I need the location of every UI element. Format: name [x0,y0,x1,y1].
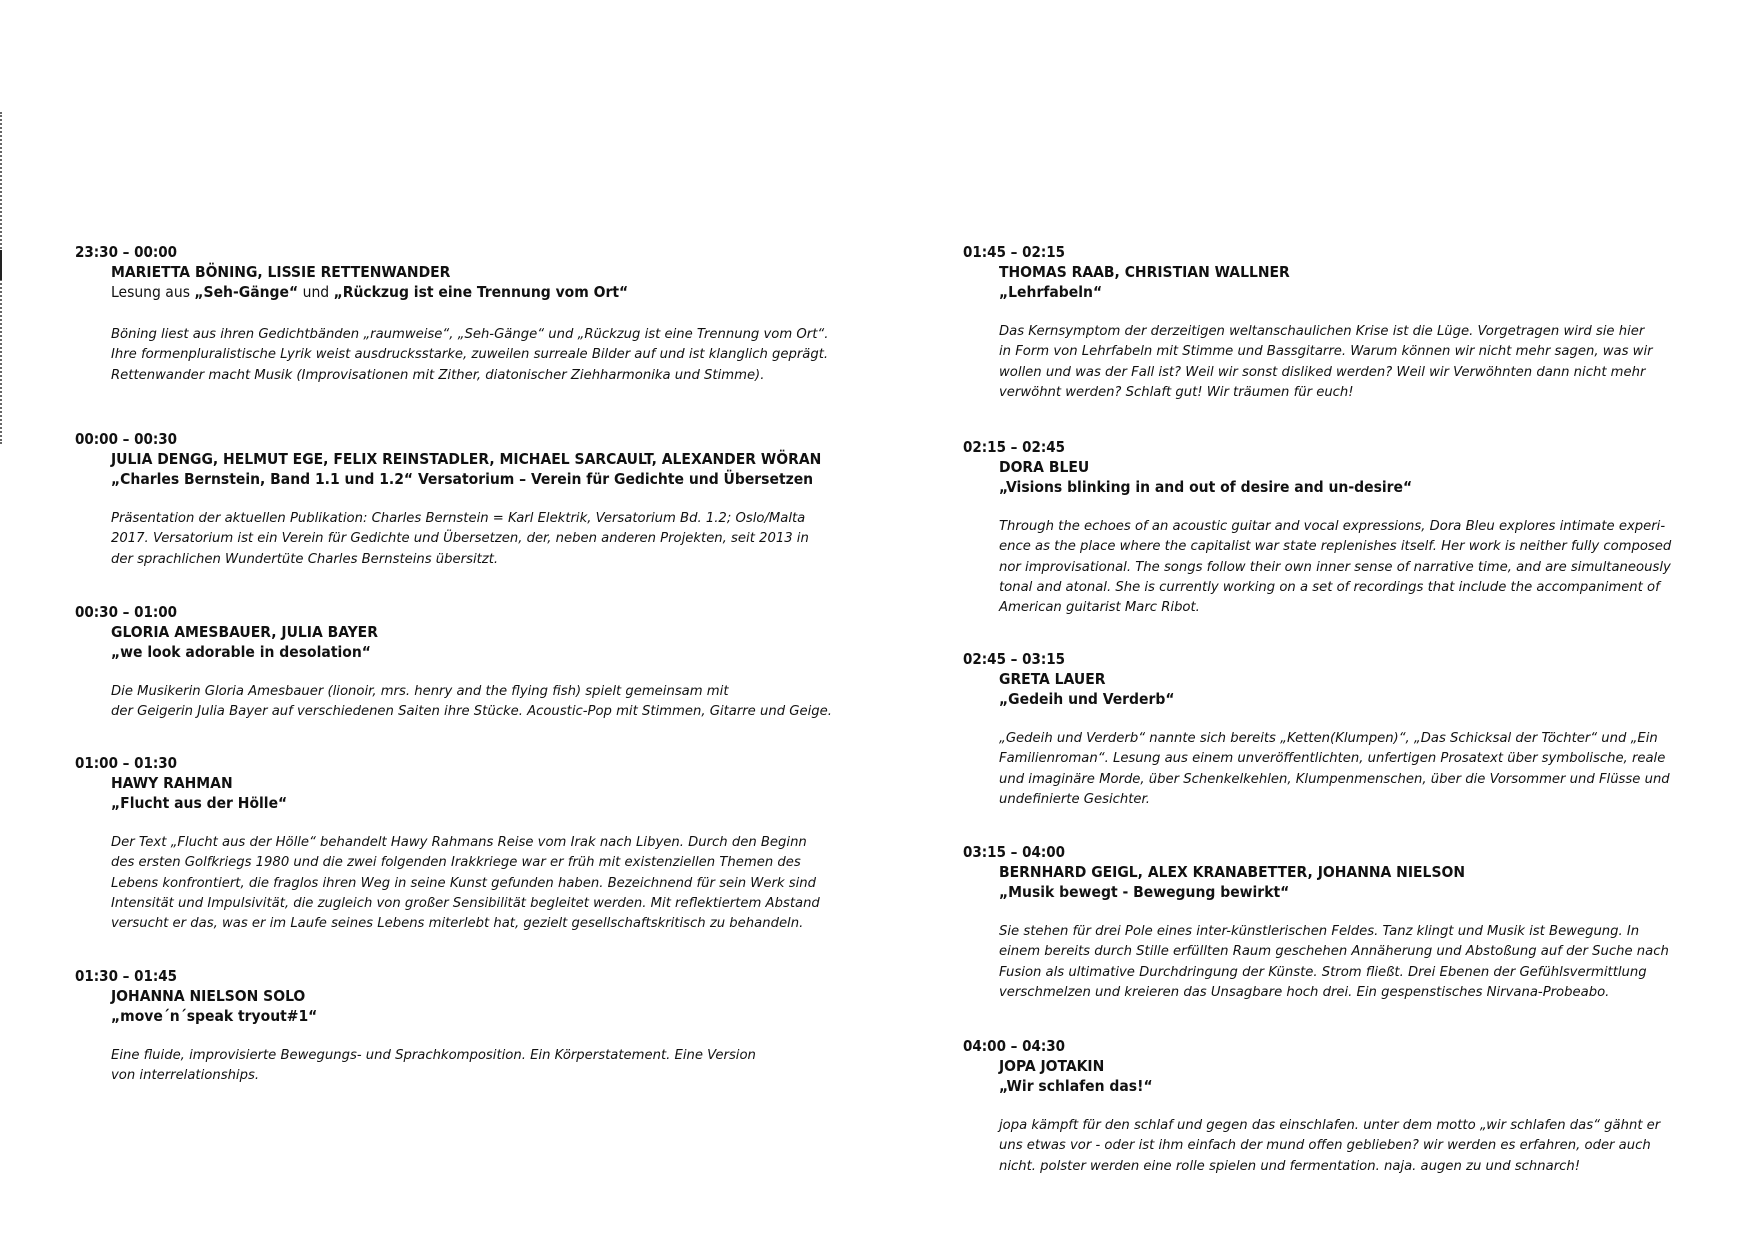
program-entry [75,429,821,570]
description-line: Die Musikerin Gloria Amesbauer (lionoir, mrs. henry and the flying fish) spielt gemeinsam mit [111,684,729,699]
time-slot: 01:00 – 01:30 [75,754,178,772]
performer-names: GLORIA AMESBAUER, JULIA BAYER [111,623,378,641]
time-slot: 01:30 – 01:45 [75,967,178,985]
time-slot: 02:45 – 03:15 [963,650,1066,668]
description-line: undefinierte Gesichter. [999,791,1150,807]
description-line: Through the echoes of an acoustic guitar and vocal expressions, Dora Bleu explores intimate experi- [999,519,1666,534]
description-line: Eine fluide, improvisierte Bewegungs- und Sprachkomposition. Ein Körperstatement. Eine Version [111,1048,756,1063]
description [111,1046,756,1087]
time-slot: 02:15 – 02:45 [963,438,1066,456]
performance-title [111,282,828,303]
description-line: Familienroman“. Lesung aus einem unveröffentlichten, unfertigen Prosatext über symbolische, reale [999,751,1666,767]
description-line: Rettenwander macht Musik (Improvisationen mit Zither, diatonischer Ziehharmonika und Stimme). [111,367,765,383]
description-line: uns etwas vor - oder ist ihm einfach der mund offen geblieben? wir werden es erfahren, oder auch [999,1138,1651,1154]
description [111,325,828,386]
performer-names: HAWY RAHMAN [111,774,233,792]
entry-body [999,262,1653,403]
description-line: in Form von Lehrfabeln mit Stimme und Bassgitarre. Warum können wir nicht mehr sagen, was wir [999,344,1653,360]
description-line: American guitarist Marc Ribot. [999,600,1200,616]
description [111,682,832,723]
description-line: jopa kämpft für den schlaf und gegen das einschlafen. unter dem motto „wir schlafen das“ gähnt er [999,1118,1661,1133]
description-line: tonal and atonal. She is currently working on a set of recordings that include the accompaniment of [999,579,1660,595]
performer-names: DORA BLEU [999,458,1090,476]
description-line: „Gedeih und Verderb“ nannte sich bereits „Ketten(Klumpen)“, „Das Schicksal der Töchter“ und „Ein [999,731,1658,746]
description [999,322,1653,403]
time-slot: 00:00 – 00:30 [75,430,178,448]
program-entry [963,242,1653,403]
program-entry [963,1036,1660,1177]
description-line: nicht. polster werden eine rolle spielen und fermentation. naja. augen zu und schnarch! [999,1158,1581,1174]
description-line: verschmelzen und kreieren das Unsagbare hoch drei. Ein gespenstisches Nirvana-Probeabo. [999,984,1610,1000]
description-line: Böning liest aus ihren Gedichtbänden „raumweise“, „Seh-Gänge“ und „Rückzug ist eine Trennung vom Ort“. [111,327,829,342]
performer-names: THOMAS RAAB, CHRISTIAN WALLNER [999,263,1290,281]
performance-title: „move´n´speak tryout#1“ [111,1007,318,1025]
program-entry [75,242,828,386]
entry-body [999,1056,1660,1177]
description-line: ence as the place where the capitalist war state replenishes itself. Her work is neither fully composed [999,539,1672,555]
entry-body [111,773,820,934]
title-prefix: Lesung aus [111,283,195,301]
performance-title: „Flucht aus der Hölle“ [111,794,288,812]
description-line: Sie stehen für drei Pole eines inter-künstlerischen Feldes. Tanz klingt und Musik ist Bewegung. In [999,924,1640,939]
description-line: verwöhnt werden? Schlaft gut! Wir träumen für euch! [999,384,1354,400]
entry-body [999,862,1669,1003]
program-entry [963,649,1670,810]
title-part-1: „Seh-Gänge“ [194,283,299,301]
description-line: Fusion als ultimative Durchdringung der Künste. Strom fließt. Drei Ebenen der Gefühlsvermittlung [999,964,1647,980]
performer-names: JOPA JOTAKIN [999,1057,1105,1075]
program-entry [75,602,832,723]
title-part-2: „Rückzug ist eine Trennung vom Ort“ [333,283,629,301]
description-line: der Geigerin Julia Bayer auf verschiedenen Saiten ihre Stücke. Acoustic-Pop mit Stimmen, Gitarre und Geige. [111,704,832,720]
program-entry [963,437,1671,618]
program-entry [75,966,756,1087]
description-line: Intensität und Impulsivität, die zugleich von großer Sensibilität begleitet werden. Mit reflektiertem Abstand [111,895,820,911]
performance-title: „Gedeih und Verderb“ [999,690,1175,708]
description-line: wollen und was der Fall ist? Weil wir sonst disliked werden? Weil wir Verwöhnten dann nicht mehr [999,364,1646,380]
performer-names: BERNHARD GEIGL, ALEX KRANABETTER, JOHANNA NIELSON [999,863,1466,881]
time-slot: 04:00 – 04:30 [963,1037,1066,1055]
description-line: einem bereits durch Stille erfüllten Raum geschehen Annäherung und Abstoßung auf der Suche nach [999,944,1669,960]
performance-title: „we look adorable in desolation“ [111,643,371,661]
entry-body [111,449,821,570]
title-connector: und [298,283,334,301]
description-line: und imaginäre Morde, über Schenkelkehlen, Klumpenmenschen, über die Vorsommer und Flüsse und [999,771,1670,787]
entry-body [999,669,1670,810]
description-line: Präsentation der aktuellen Publikation: Charles Bernstein = Karl Elektrik, Versatorium Bd. 1.2; Oslo/Malta [111,511,806,526]
description [999,1116,1660,1177]
entry-body [999,457,1671,618]
description [999,729,1670,810]
description-line: der sprachlichen Wundertüte Charles Bernsteins übersitzt. [111,551,499,567]
time-slot: 23:30 – 00:00 [75,243,178,261]
description-line: Lebens konfrontiert, die fraglos ihren Weg in seine Kunst gefunden haben. Bezeichnend für sein Werk sind [111,875,816,891]
description [999,517,1671,618]
description-line: 2017. Versatorium ist ein Verein für Gedichte und Übersetzen, der, neben anderen Projekten, seit 2013 in [111,531,809,547]
performance-title: „Charles Bernstein, Band 1.1 und 1.2“ Versatorium – Verein für Gedichte und Übersetzen [111,470,814,488]
performer-names: GRETA LAUER [999,670,1106,688]
entry-body [111,986,756,1087]
performance-title: „Musik bewegt - Bewegung bewirkt“ [999,883,1290,901]
description [111,833,820,934]
time-slot: 00:30 – 01:00 [75,603,178,621]
performance-title: „Wir schlafen das!“ [999,1077,1153,1095]
description-line: von interrelationships. [111,1068,260,1084]
margin-mark [0,250,2,280]
description-line: Ihre formenpluralistische Lyrik weist ausdrucksstarke, zuweilen surreale Bilder auf und ist klanglich geprägt. [111,347,829,363]
performance-title: „Visions blinking in and out of desire and un-desire“ [999,478,1413,496]
performance-title: „Lehrfabeln“ [999,283,1103,301]
time-slot: 03:15 – 04:00 [963,843,1066,861]
description-line: Das Kernsymptom der derzeitigen weltanschaulichen Krise ist die Lüge. Vorgetragen wird sie hier [999,324,1645,339]
performer-names: JOHANNA NIELSON SOLO [111,987,306,1005]
description [111,509,821,570]
description [999,922,1669,1003]
entry-body [111,262,828,386]
description-line: nor improvisational. The songs follow their own inner sense of narrative time, and are simultaneously [999,559,1671,575]
performer-names: MARIETTA BÖNING, LISSIE RETTENWANDER [111,263,451,281]
description-line: versucht er das, was er im Laufe seines Lebens miterlebt hat, gezielt gesellschaftskritisch zu behandeln. [111,916,804,932]
program-entry [75,753,820,934]
performer-names: JULIA DENGG, HELMUT EGE, FELIX REINSTADLER, MICHAEL SARCAULT, ALEXANDER WÖRAN [111,450,822,468]
description-line: Der Text „Flucht aus der Hölle“ behandelt Hawy Rahmans Reise vom Irak nach Libyen. Durch den Beginn [111,835,807,850]
time-slot: 01:45 – 02:15 [963,243,1066,261]
description-line: des ersten Golfkriegs 1980 und die zwei folgenden Irakkriege war er früh mit existenziellen Themen des [111,855,801,871]
entry-body [111,622,832,723]
program-entry [963,842,1669,1003]
